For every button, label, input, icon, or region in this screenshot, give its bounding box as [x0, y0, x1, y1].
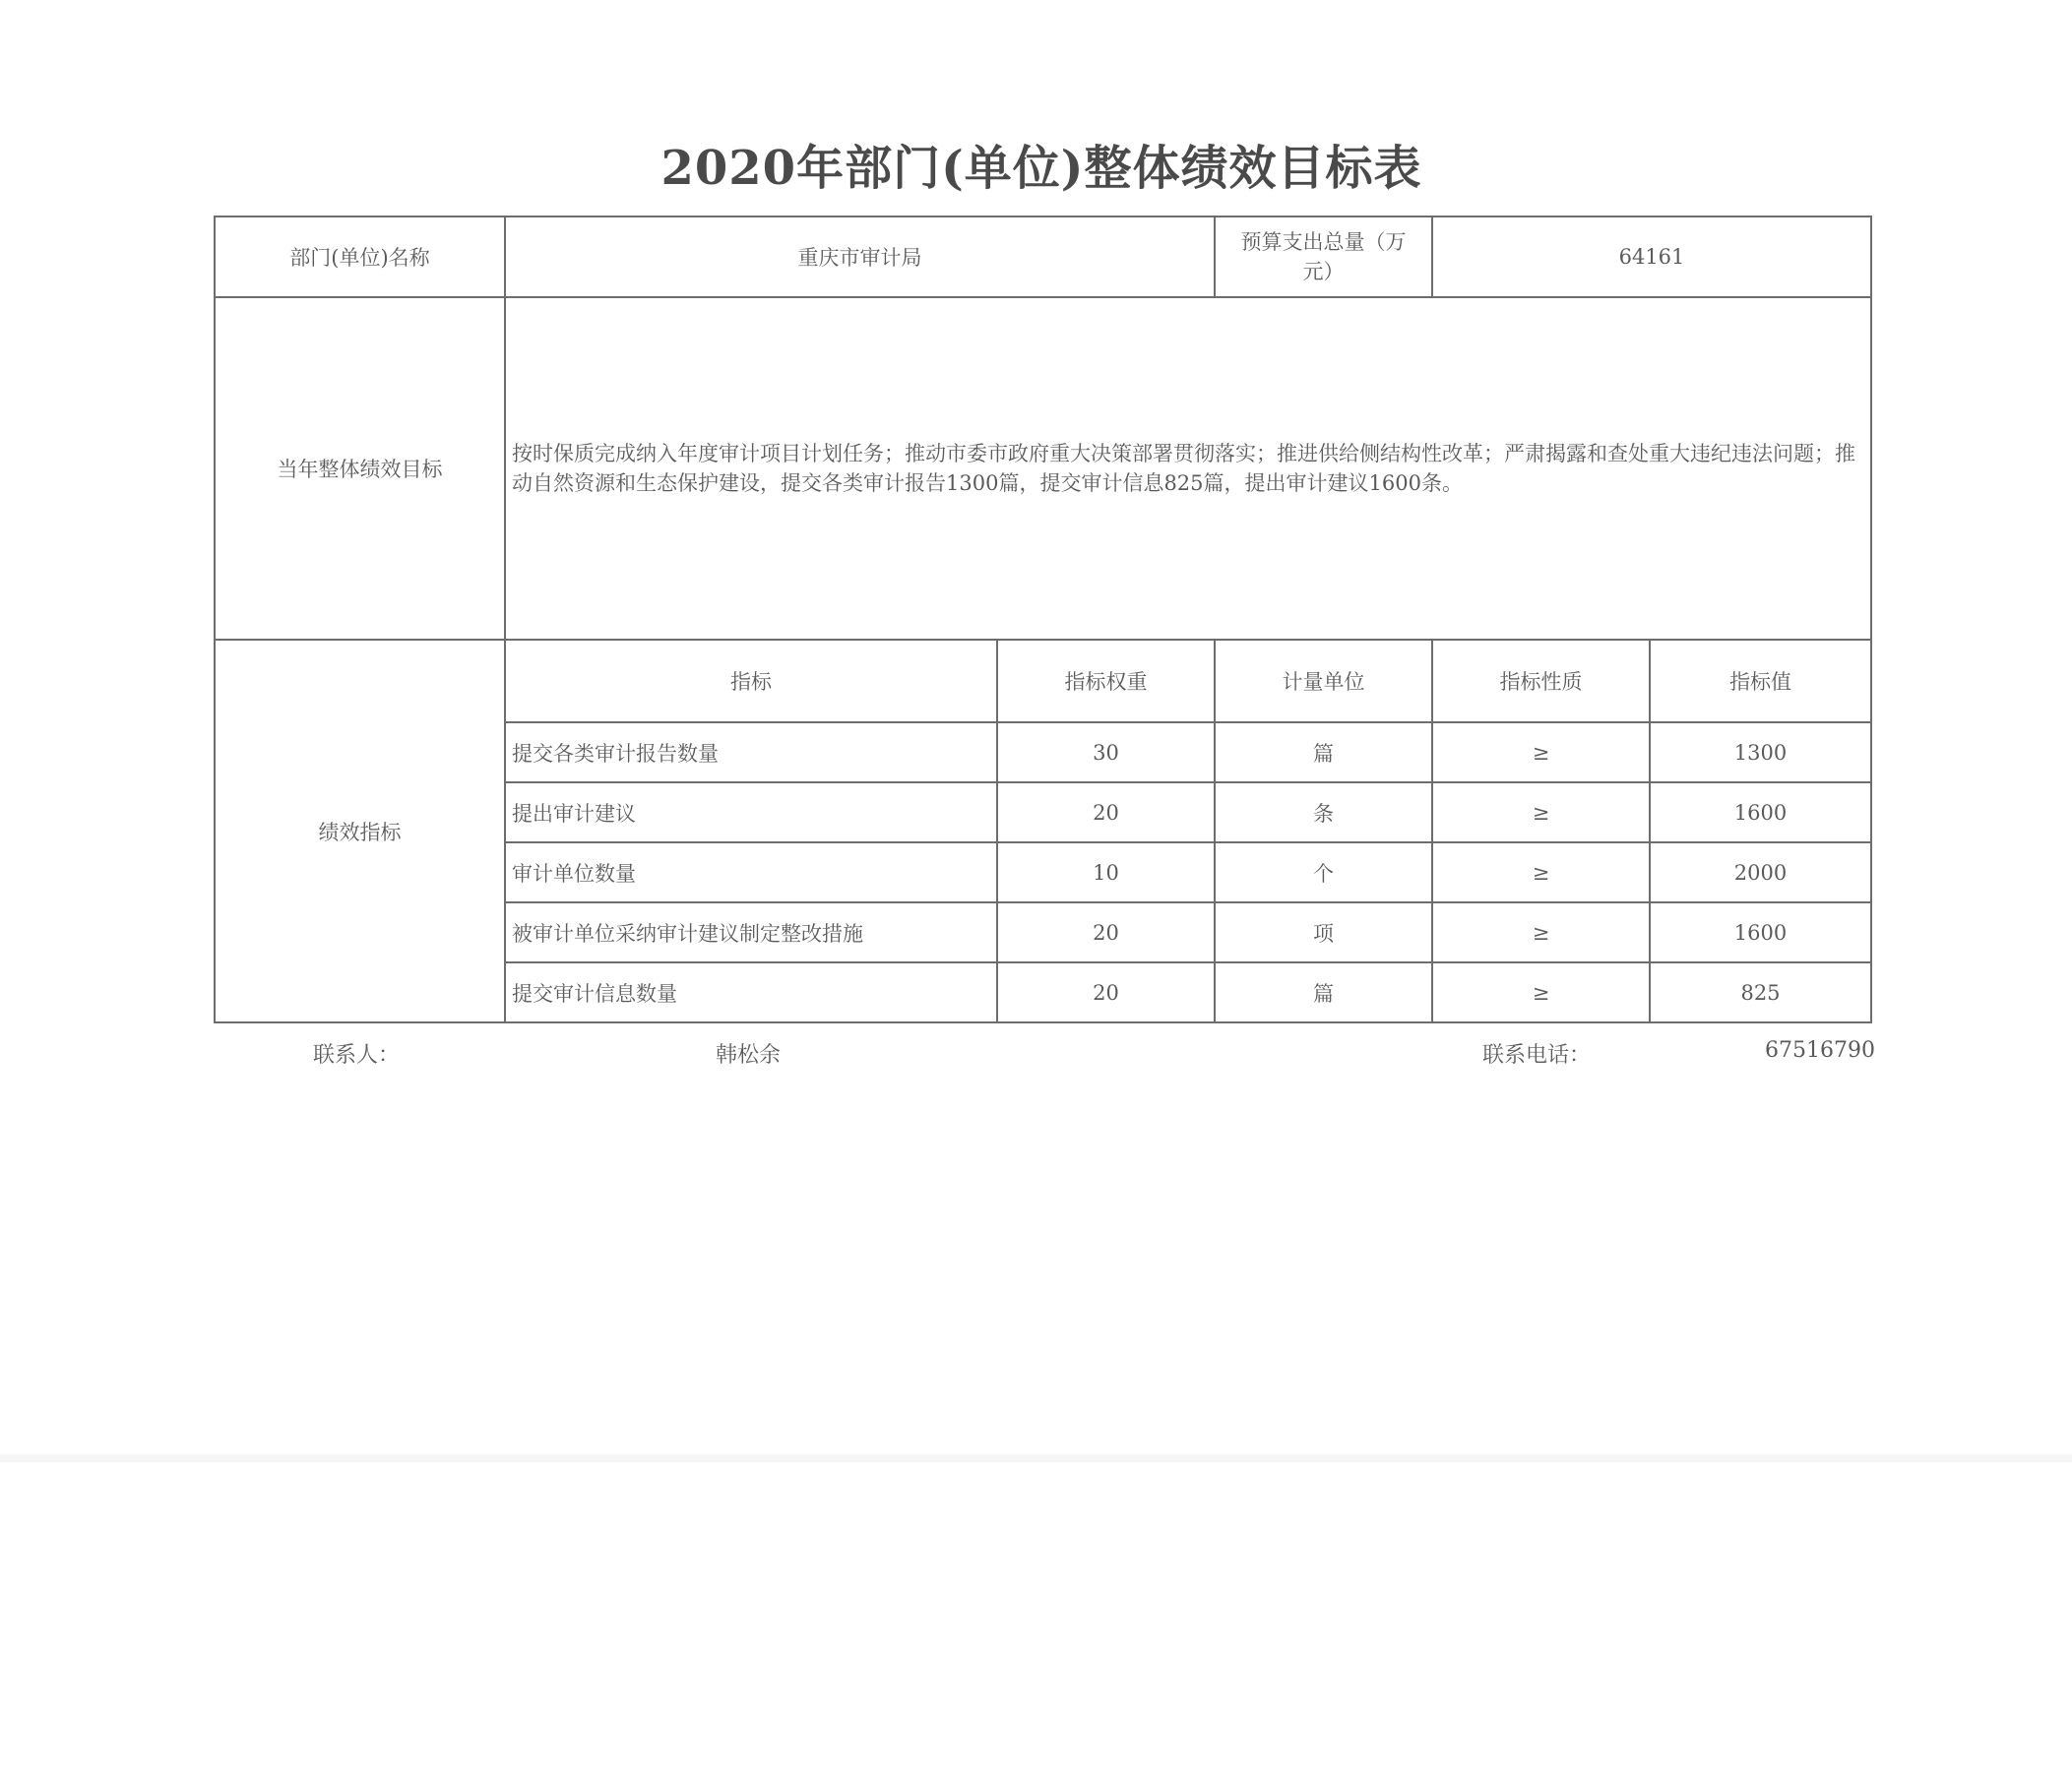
indicator-name: 提交各类审计报告数量 — [505, 722, 997, 782]
contact-name: 韩松余 — [716, 1043, 782, 1068]
col-header-value: 指标值 — [1650, 640, 1871, 722]
goal-row — [215, 297, 1871, 640]
indicator-header-row — [215, 640, 1871, 722]
contact-label: 联系人： — [313, 1043, 401, 1068]
header-row — [215, 216, 1871, 297]
indicators-label: 绩效指标 — [215, 640, 505, 1022]
indicator-unit: 篇 — [1215, 962, 1432, 1022]
indicator-value: 2000 — [1650, 842, 1871, 902]
indicator-nature: ≥ — [1432, 782, 1650, 842]
indicator-nature: ≥ — [1432, 722, 1650, 782]
phone-label: 联系电话： — [1482, 1043, 1592, 1068]
indicator-unit: 项 — [1215, 902, 1432, 962]
indicator-unit: 个 — [1215, 842, 1432, 902]
col-header-weight: 指标权重 — [997, 640, 1215, 722]
page-title: 2020年部门(单位)整体绩效目标表 — [660, 141, 1422, 196]
col-header-unit: 计量单位 — [1215, 640, 1432, 722]
indicator-nature: ≥ — [1432, 842, 1650, 902]
performance-table — [214, 216, 1872, 1023]
indicator-weight: 30 — [997, 722, 1215, 782]
indicator-value: 1600 — [1650, 782, 1871, 842]
dept-name-value: 重庆市审计局 — [505, 216, 1215, 297]
scan-artifact-band — [0, 1454, 2072, 1462]
indicator-value: 1300 — [1650, 722, 1871, 782]
indicator-weight: 20 — [997, 782, 1215, 842]
indicator-weight: 20 — [997, 902, 1215, 962]
phone-value: 67516790 — [1765, 1038, 1875, 1063]
indicator-nature: ≥ — [1432, 902, 1650, 962]
goal-label: 当年整体绩效目标 — [215, 297, 505, 640]
budget-label: 预算支出总量（万元） — [1215, 216, 1432, 297]
budget-value: 64161 — [1432, 216, 1871, 297]
col-header-indicator: 指标 — [505, 640, 997, 722]
indicator-value: 1600 — [1650, 902, 1871, 962]
col-header-nature: 指标性质 — [1432, 640, 1650, 722]
indicator-name: 提交审计信息数量 — [505, 962, 997, 1022]
indicator-unit: 条 — [1215, 782, 1432, 842]
indicator-value: 825 — [1650, 962, 1871, 1022]
footer — [0, 1038, 2072, 1068]
dept-name-label: 部门(单位)名称 — [215, 216, 505, 297]
goal-text: 按时保质完成纳入年度审计项目计划任务；推动市委市政府重大决策部署贯彻落实；推进供给侧结构性改革；严肃揭露和查处重大违纪违法问题；推动自然资源和生态保护建设，提交各类审计报告1300篇，提交审计信息825篇，提出审计建议1600条。 — [505, 297, 1871, 640]
indicator-name: 审计单位数量 — [505, 842, 997, 902]
indicator-name: 被审计单位采纳审计建议制定整改措施 — [505, 902, 997, 962]
indicator-unit: 篇 — [1215, 722, 1432, 782]
indicator-nature: ≥ — [1432, 962, 1650, 1022]
indicator-weight: 10 — [997, 842, 1215, 902]
indicator-weight: 20 — [997, 962, 1215, 1022]
indicator-name: 提出审计建议 — [505, 782, 997, 842]
